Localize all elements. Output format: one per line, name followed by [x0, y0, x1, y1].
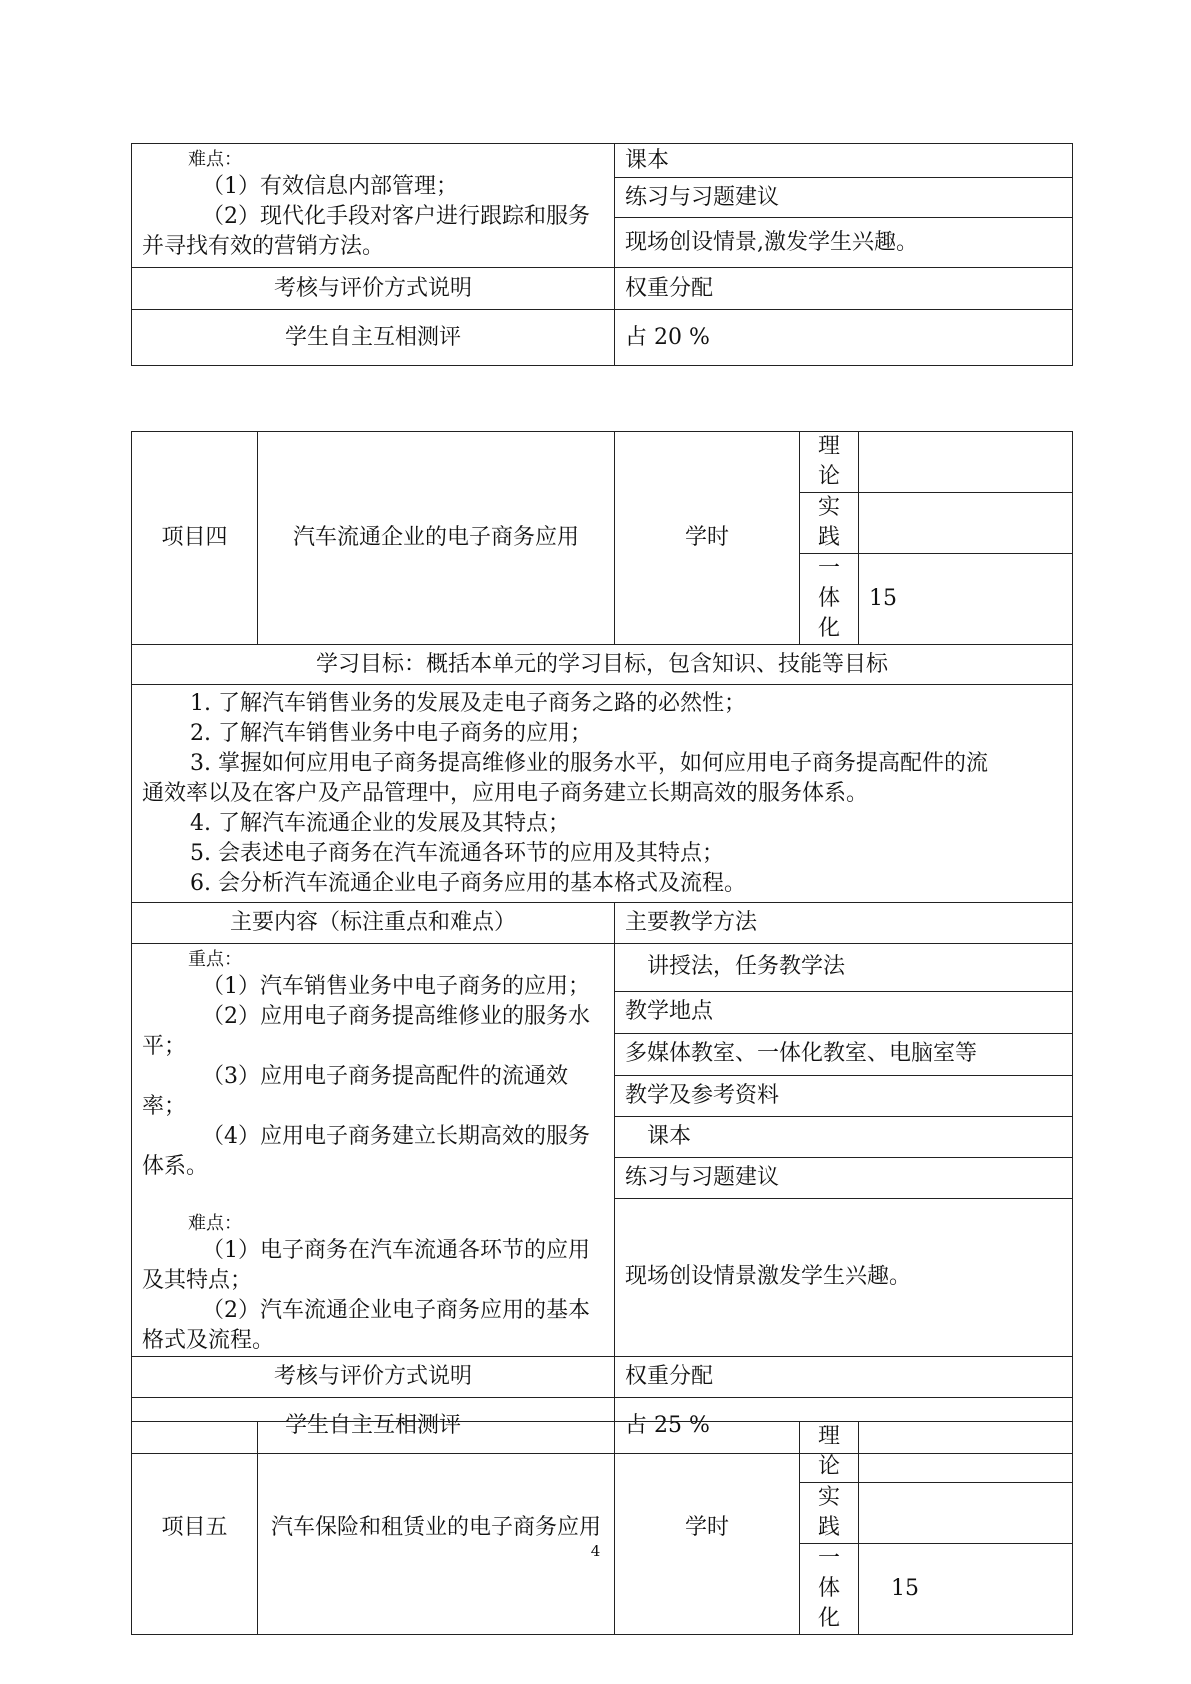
difficulty-cell [132, 144, 615, 268]
hours-label: 学时 [615, 432, 800, 645]
project-number: 项目五 [132, 1422, 258, 1635]
objectives-header: 学习目标：概括本单元的学习目标，包含知识、技能等目标 [132, 645, 1073, 685]
practice-label: 实践 [800, 1483, 859, 1544]
difficulty-label: 难点： [188, 1213, 242, 1234]
objective-item: 6. 会分析汽车流通企业电子商务应用的基本格式及流程。 [190, 871, 746, 896]
exercise-value: 现场创设情景,激发学生兴趣。 [615, 218, 1073, 268]
difficulty-line: （1）有效信息内部管理； [202, 174, 458, 199]
table-project-three-tail [131, 143, 1073, 366]
key-point-line: 体系。 [142, 1154, 209, 1179]
difficulty-line: 并寻找有效的营销方法。 [142, 234, 385, 259]
difficulty-line: （2）现代化手段对客户进行跟踪和服务 [202, 204, 590, 229]
theory-label: 理论 [800, 1422, 859, 1483]
exercise-label: 练习与习题建议 [615, 178, 1073, 218]
integrated-value: 15 [859, 1544, 1073, 1635]
integrated-label: 一体化 [800, 554, 859, 645]
materials-value: 课本 [615, 1117, 1073, 1158]
weight-value: 占 20 % [615, 310, 1073, 366]
key-point-line: （2）应用电子商务提高维修业的服务水 [202, 1004, 590, 1029]
practice-label: 实践 [800, 493, 859, 554]
objective-item: 3. 掌握如何应用电子商务提高维修业的服务水平，如何应用电子商务提高配件的流 [190, 751, 988, 776]
key-points-label: 重点： [188, 949, 242, 970]
location-value: 多媒体教室、一体化教室、电脑室等 [615, 1033, 1073, 1075]
weight-label: 权重分配 [615, 268, 1073, 310]
difficulty-line: （2）汽车流通企业电子商务应用的基本 [202, 1298, 590, 1323]
theory-label: 理论 [800, 432, 859, 493]
project-number: 项目四 [132, 432, 258, 645]
exercise-value: 现场创设情景激发学生兴趣。 [615, 1198, 1073, 1356]
objective-item: 4. 了解汽车流通企业的发展及其特点； [190, 811, 570, 836]
location-label: 教学地点 [615, 991, 1073, 1033]
hours-label: 学时 [615, 1422, 800, 1635]
assessment-label: 考核与评价方式说明 [132, 1357, 615, 1398]
integrated-label: 一体化 [800, 1544, 859, 1635]
weight-label: 权重分配 [615, 1357, 1073, 1398]
key-point-line: （4）应用电子商务建立长期高效的服务 [202, 1124, 590, 1149]
project-title: 汽车保险和租赁业的电子商务应用 [258, 1422, 615, 1635]
difficulty-line: 及其特点； [142, 1268, 253, 1293]
objective-item: 5. 会表述电子商务在汽车流通各环节的应用及其特点； [190, 841, 724, 866]
theory-value [859, 1422, 1073, 1483]
theory-value [859, 432, 1073, 493]
objective-item: 2. 了解汽车销售业务中电子商务的应用； [190, 721, 592, 746]
integrated-value: 15 [859, 554, 1073, 645]
key-point-line: （3）应用电子商务提高配件的流通效 [202, 1064, 568, 1089]
materials-label: 教学及参考资料 [615, 1075, 1073, 1117]
method-header: 主要教学方法 [615, 903, 1073, 944]
practice-value [859, 493, 1073, 554]
content-header: 主要内容（标注重点和难点） [132, 903, 615, 944]
key-point-line: （1）汽车销售业务中电子商务的应用； [202, 974, 590, 999]
difficulty-label: 难点： [188, 149, 242, 170]
project-title: 汽车流通企业的电子商务应用 [258, 432, 615, 645]
key-point-line: 平； [142, 1034, 187, 1059]
table-project-four [131, 431, 1073, 1454]
assessment-label: 考核与评价方式说明 [132, 268, 615, 310]
objective-item: 通效率以及在客户及产品管理中，应用电子商务建立长期高效的服务体系。 [142, 781, 869, 806]
objectives-cell [132, 685, 1073, 903]
exercise-label: 练习与习题建议 [615, 1158, 1073, 1199]
content-cell [132, 944, 615, 1357]
assessment-method: 学生自主互相测评 [132, 1398, 615, 1454]
objective-item: 1. 了解汽车销售业务的发展及走电子商务之路的必然性； [190, 691, 746, 716]
method-value: 讲授法，任务教学法 [615, 944, 1073, 992]
difficulty-line: 格式及流程。 [142, 1328, 275, 1353]
weight-value: 占 25 % [615, 1398, 1073, 1454]
table-project-five [131, 1421, 1073, 1635]
assessment-method: 学生自主互相测评 [132, 310, 615, 366]
textbook-cell: 课本 [615, 144, 1073, 178]
practice-value [859, 1483, 1073, 1544]
difficulty-line: （1）电子商务在汽车流通各环节的应用 [202, 1238, 590, 1263]
page-number: 4 [590, 1542, 601, 1560]
key-point-line: 率； [142, 1094, 187, 1119]
